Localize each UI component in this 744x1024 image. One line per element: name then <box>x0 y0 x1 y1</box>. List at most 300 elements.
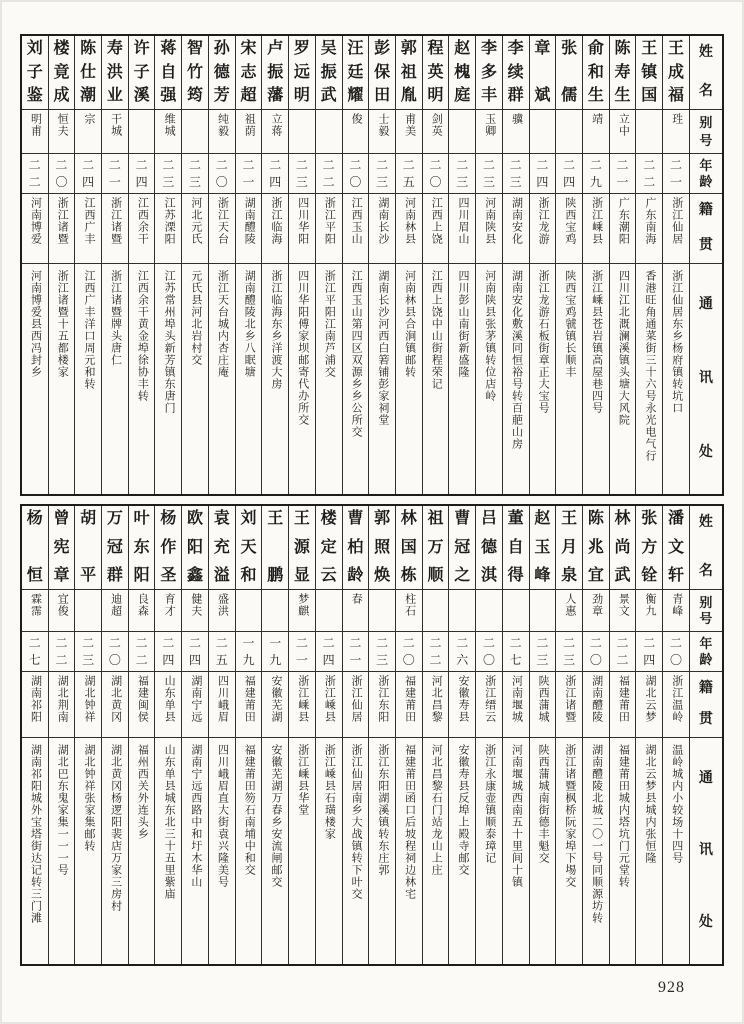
address-cell: 浙江东阳湖溪镇转东庄郭 <box>376 744 389 876</box>
age-cell: 一 九 <box>236 632 262 672</box>
person-column <box>582 506 609 964</box>
person-column <box>315 36 342 494</box>
address-cell: 河南林县合涧镇邮转 <box>403 270 416 378</box>
age-cell: 二 〇 <box>663 632 689 672</box>
name-cell: 杨 恒 <box>22 506 48 590</box>
person-column <box>154 506 181 964</box>
address-cell: 安徽寿县反埠上殿寺邮交 <box>457 744 470 876</box>
age-cell: 二 四 <box>262 154 288 194</box>
address-cell: 陕西宝鸡虢镇长顺丰 <box>563 270 576 378</box>
person-column <box>635 506 662 964</box>
address-cell: 四川峨眉直大街袁兴隆美号 <box>216 744 229 888</box>
person-column <box>368 506 395 964</box>
person-column <box>288 506 315 964</box>
header-age: 年 龄 <box>690 632 722 672</box>
age-cell: 二 〇 <box>583 632 609 672</box>
origin-cell: 河南林县 <box>396 194 422 264</box>
address-cell: 江西广丰洋口周元和转 <box>82 270 95 390</box>
alias-cell <box>503 590 529 632</box>
person-column <box>342 36 369 494</box>
origin-cell: 福建莆田 <box>236 672 262 738</box>
alias-cell <box>530 590 556 632</box>
origin-cell: 河南博爱 <box>22 194 48 264</box>
person-column <box>502 506 529 964</box>
name-cell: 胡 平 <box>75 506 101 590</box>
alias-cell <box>182 110 208 154</box>
person-column <box>208 506 235 964</box>
origin-cell: 浙江东阳 <box>369 672 395 738</box>
origin-cell: 安徽芜湖 <box>262 672 288 738</box>
origin-cell: 安徽寿县 <box>449 672 475 738</box>
address-cell: 福建莆田函口后坡程祠边林宅 <box>403 744 416 900</box>
address-cell: 湖南祁阳城外宝塔街达记转三门滩 <box>29 744 42 924</box>
age-cell: 二 三 <box>530 632 556 672</box>
person-column <box>181 506 208 964</box>
age-cell: 二 三 <box>476 154 502 194</box>
header-age: 年 龄 <box>690 154 722 194</box>
age-cell: 二 一 <box>236 154 262 194</box>
address-cell: 江西余干黄金埠徐协丰转 <box>136 270 149 402</box>
address-cell: 浙江诸暨十五都楼家 <box>56 270 69 378</box>
name-cell: 郭 祖 胤 <box>396 36 422 110</box>
name-cell: 孙 德 芳 <box>209 36 235 110</box>
person-column <box>635 36 662 494</box>
address-cell: 湖南宁远西路中和圩木华山 <box>189 744 202 888</box>
name-cell: 张 儒 <box>556 36 582 110</box>
person-column <box>74 506 101 964</box>
address-cell: 河南博爱县西冯封乡 <box>29 270 42 378</box>
person-column <box>288 36 315 494</box>
age-cell: 二 〇 <box>209 154 235 194</box>
name-cell: 陈 兆 宜 <box>583 506 609 590</box>
directory-table-bottom <box>20 504 724 966</box>
name-cell: 蒋 自 强 <box>155 36 181 110</box>
name-cell: 王 成 福 <box>663 36 689 110</box>
age-cell: 二 七 <box>22 632 48 672</box>
age-cell: 二 〇 <box>49 154 75 194</box>
name-cell: 许 子 溪 <box>129 36 155 110</box>
age-cell: 二 〇 <box>396 632 422 672</box>
person-column <box>368 36 395 494</box>
origin-cell: 浙江仙居 <box>343 672 369 738</box>
alias-cell <box>636 110 662 154</box>
name-cell: 袁 充 溢 <box>209 506 235 590</box>
origin-cell: 湖南祁阳 <box>22 672 48 738</box>
origin-cell: 湖南长沙 <box>369 194 395 264</box>
person-column <box>181 36 208 494</box>
origin-cell: 浙江温岭 <box>663 672 689 738</box>
header-column <box>689 36 722 494</box>
origin-cell: 陕西宝鸡 <box>556 194 582 264</box>
name-cell: 王 镇 国 <box>636 36 662 110</box>
alias-cell <box>476 590 502 632</box>
alias-cell: 宗 <box>75 110 101 154</box>
name-cell: 罗 远 明 <box>289 36 315 110</box>
person-column <box>555 506 582 964</box>
origin-cell: 浙江缙云 <box>476 672 502 738</box>
name-cell: 李 多 丰 <box>476 36 502 110</box>
alias-cell: 俊 <box>343 110 369 154</box>
age-cell: 二 四 <box>155 632 181 672</box>
header-alias: 别 号 <box>690 590 722 632</box>
address-cell: 四川华阳傅家坝邮寄代办所交 <box>296 270 309 426</box>
address-cell: 浙江临海东乡洋渡大房 <box>269 270 282 390</box>
name-cell: 智 竹 筠 <box>182 36 208 110</box>
address-cell: 江西玉山第四区双源乡乡公所交 <box>350 270 363 438</box>
person-column <box>22 36 48 494</box>
age-cell: 二 一 <box>289 632 315 672</box>
age-cell: 二 四 <box>530 154 556 194</box>
name-cell: 李 续 群 <box>503 36 529 110</box>
alias-cell: 健夫 <box>182 590 208 632</box>
origin-cell: 江苏溧阳 <box>155 194 181 264</box>
person-column <box>48 506 75 964</box>
header-address: 通 讯 处 <box>698 771 713 930</box>
name-cell: 吕 德 淇 <box>476 506 502 590</box>
alias-cell: 剑英 <box>423 110 449 154</box>
address-cell: 浙江天台城内杏庄庵 <box>216 270 229 378</box>
address-cell: 湖南长沙河西白箬铺彭家祠堂 <box>376 270 389 426</box>
address-cell: 陕西蒲城南街德丰魁交 <box>537 744 550 864</box>
origin-cell: 江西余干 <box>129 194 155 264</box>
age-cell: 二 三 <box>556 632 582 672</box>
age-cell: 二 一 <box>663 154 689 194</box>
address-cell: 浙江仙居东乡杨府镇转坑口 <box>670 270 683 414</box>
address-cell: 湖南醴陵北乡八眠塘 <box>243 270 256 378</box>
age-cell: 二 四 <box>556 154 582 194</box>
person-column <box>235 36 262 494</box>
alias-cell: 人惠 <box>556 590 582 632</box>
origin-cell: 广东南海 <box>636 194 662 264</box>
age-cell: 二 〇 <box>423 154 449 194</box>
person-column <box>582 36 609 494</box>
address-cell: 浙江嵊县苍岩镇高屋巷四号 <box>590 270 603 414</box>
person-column <box>502 36 529 494</box>
page-number: 928 <box>658 979 685 996</box>
person-column <box>74 36 101 494</box>
age-cell: 二 六 <box>449 632 475 672</box>
alias-cell: 迪超 <box>102 590 128 632</box>
person-column <box>422 36 449 494</box>
origin-cell: 福建莆田 <box>610 672 636 738</box>
name-cell: 潘 文 轩 <box>663 506 689 590</box>
alias-cell <box>75 590 101 632</box>
origin-cell: 湖南醴陵 <box>236 194 262 264</box>
alias-cell: 霖霈 <box>22 590 48 632</box>
age-cell: 二 二 <box>636 154 662 194</box>
origin-cell: 山东单县 <box>155 672 181 738</box>
person-column <box>261 36 288 494</box>
address-cell: 河南陕县张茅镇转位店岭 <box>483 270 496 402</box>
name-cell: 卢 振 藩 <box>262 36 288 110</box>
origin-cell: 浙江仙居 <box>663 194 689 264</box>
alias-cell: 玉卿 <box>476 110 502 154</box>
age-cell: 二 二 <box>129 632 155 672</box>
name-cell: 程 英 明 <box>423 36 449 110</box>
age-cell: 二 三 <box>182 154 208 194</box>
age-cell: 二 二 <box>423 632 449 672</box>
address-cell: 安徽芜湖万春乡安流闸邮交 <box>269 744 282 888</box>
origin-cell: 湖北云梦 <box>636 672 662 738</box>
address-cell: 福建莆田笏石南埔中和交 <box>243 744 256 876</box>
origin-cell: 河南陕县 <box>476 194 502 264</box>
age-cell: 二 四 <box>182 632 208 672</box>
address-cell: 浙江诸暨牌头唐仁 <box>109 270 122 366</box>
name-cell: 董 自 得 <box>503 506 529 590</box>
header-alias: 别 号 <box>690 110 722 154</box>
header-origin: 籍 贯 <box>690 672 722 738</box>
origin-cell: 湖南宁远 <box>182 672 208 738</box>
name-cell: 陈 寿 生 <box>610 36 636 110</box>
age-cell: 二 二 <box>610 632 636 672</box>
person-column <box>529 506 556 964</box>
person-column <box>475 506 502 964</box>
address-cell: 四川江北溉澜溪镇头塘大风院 <box>617 270 630 426</box>
directory-table-top <box>20 34 724 496</box>
origin-cell: 湖北黄冈 <box>102 672 128 738</box>
alias-cell: 衡九 <box>636 590 662 632</box>
address-cell: 福建莆田城内塔坑门元堂转 <box>617 744 630 888</box>
address-cell: 四川彭山南街新盛隆 <box>457 270 470 378</box>
address-cell: 河北昌黎石门站龙山上庄 <box>430 744 443 876</box>
name-cell: 祖 万 顺 <box>423 506 449 590</box>
person-column <box>448 506 475 964</box>
alias-cell: 青峰 <box>663 590 689 632</box>
age-cell: 二 三 <box>75 632 101 672</box>
name-cell: 吴 振 武 <box>316 36 342 110</box>
name-cell: 曹 冠 之 <box>449 506 475 590</box>
alias-cell: 甫美 <box>396 110 422 154</box>
alias-cell <box>289 110 315 154</box>
age-cell: 二 四 <box>636 632 662 672</box>
age-cell: 二 三 <box>289 154 315 194</box>
name-cell: 曾 宪 章 <box>49 506 75 590</box>
person-column <box>48 36 75 494</box>
age-cell: 二 五 <box>396 154 422 194</box>
age-cell: 二 〇 <box>102 632 128 672</box>
name-cell: 万 冠 群 <box>102 506 128 590</box>
person-column <box>101 506 128 964</box>
alias-cell: 珄 <box>663 110 689 154</box>
origin-cell: 浙江天台 <box>209 194 235 264</box>
name-cell: 曹 柏 龄 <box>343 506 369 590</box>
age-cell: 二 五 <box>209 632 235 672</box>
alias-cell: 立中 <box>610 110 636 154</box>
person-column <box>342 506 369 964</box>
address-cell: 江苏常州埠头新芳镇东唐门 <box>163 270 176 414</box>
alias-cell <box>449 110 475 154</box>
age-cell: 二 一 <box>610 154 636 194</box>
address-cell: 河南堰城西南五十里间十镇 <box>510 744 523 888</box>
origin-cell: 陕西蒲城 <box>530 672 556 738</box>
origin-cell: 浙江嵊县 <box>316 672 342 738</box>
origin-cell: 浙江嵊县 <box>289 672 315 738</box>
name-cell: 赵 槐 庭 <box>449 36 475 110</box>
age-cell: 二 三 <box>503 154 529 194</box>
alias-cell: 梦麒 <box>289 590 315 632</box>
address-cell: 湖北巴东鬼家集一一一号 <box>56 744 69 876</box>
origin-cell: 四川华阳 <box>289 194 315 264</box>
person-column <box>128 506 155 964</box>
alias-cell: 宜俊 <box>49 590 75 632</box>
alias-cell: 良森 <box>129 590 155 632</box>
person-column <box>448 36 475 494</box>
alias-cell <box>236 590 262 632</box>
header-origin: 籍 贯 <box>690 194 722 264</box>
alias-cell: 柱石 <box>396 590 422 632</box>
name-cell: 宋 志 超 <box>236 36 262 110</box>
origin-cell: 河南堰城 <box>503 672 529 738</box>
origin-cell: 河北元氏 <box>182 194 208 264</box>
name-cell: 林 国 栋 <box>396 506 422 590</box>
alias-cell: 纯毅 <box>209 110 235 154</box>
age-cell: 二 四 <box>129 154 155 194</box>
origin-cell: 江西广丰 <box>75 194 101 264</box>
age-cell: 一 九 <box>262 632 288 672</box>
age-cell: 二 〇 <box>343 154 369 194</box>
name-cell: 刘 天 和 <box>236 506 262 590</box>
address-cell: 浙江仙居南乡大战镇转下叶交 <box>350 744 363 900</box>
alias-cell: 干城 <box>102 110 128 154</box>
alias-cell: 靖 <box>583 110 609 154</box>
person-column <box>22 506 48 964</box>
alias-cell <box>556 110 582 154</box>
header-address: 通 讯 处 <box>698 297 713 460</box>
name-cell: 张 方 铨 <box>636 506 662 590</box>
person-column <box>662 36 689 494</box>
origin-cell: 浙江诸暨 <box>102 194 128 264</box>
person-column <box>529 36 556 494</box>
name-cell: 林 尚 武 <box>610 506 636 590</box>
origin-cell: 湖北钟祥 <box>75 672 101 738</box>
address-cell: 元氏县河北岩村交 <box>189 270 202 366</box>
alias-cell: 劲章 <box>583 590 609 632</box>
alias-cell: 立蒋 <box>262 110 288 154</box>
address-cell: 湖北黄冈杨逻阳裴店万家三房村 <box>109 744 122 912</box>
age-cell: 二 二 <box>316 154 342 194</box>
name-cell: 赵 玉 峰 <box>530 506 556 590</box>
age-cell: 二 一 <box>343 632 369 672</box>
address-cell: 湖南安化敷溪同恒裕号转百萉山房 <box>510 270 523 450</box>
person-column <box>609 36 636 494</box>
age-cell: 二 二 <box>49 632 75 672</box>
alias-cell: 景文 <box>610 590 636 632</box>
person-column <box>475 36 502 494</box>
age-cell: 二 四 <box>75 154 101 194</box>
name-cell: 汪 廷 耀 <box>343 36 369 110</box>
address-cell: 福州西关外连头乡 <box>136 744 149 840</box>
person-column <box>261 506 288 964</box>
alias-cell <box>262 590 288 632</box>
age-cell: 二 〇 <box>476 632 502 672</box>
name-cell: 寿 洪 业 <box>102 36 128 110</box>
person-column <box>662 506 689 964</box>
alias-cell <box>423 590 449 632</box>
origin-cell: 浙江龙游 <box>530 194 556 264</box>
name-cell: 王 源 显 <box>289 506 315 590</box>
alias-cell: 士毅 <box>369 110 395 154</box>
person-column <box>422 506 449 964</box>
address-cell: 香港旺角通菜街三十六号永光电气行 <box>644 270 657 462</box>
name-cell: 俞 和 生 <box>583 36 609 110</box>
person-column <box>208 36 235 494</box>
origin-cell: 浙江嵊县 <box>583 194 609 264</box>
person-column <box>395 506 422 964</box>
origin-cell: 浙江临海 <box>262 194 288 264</box>
origin-cell: 浙江诸暨 <box>49 194 75 264</box>
address-cell: 江西上饶中山街程荣记 <box>430 270 443 390</box>
address-cell: 浙江永康壶镇顺泰璋记 <box>483 744 496 864</box>
address-cell: 湖北云梦县城内张恒隆 <box>644 744 657 864</box>
alias-cell: 春 <box>343 590 369 632</box>
origin-cell: 广东潮阳 <box>610 194 636 264</box>
header-name: 姓 名 <box>690 506 722 590</box>
address-cell: 湖北钟祥张家集邮转 <box>82 744 95 852</box>
age-cell: 二 九 <box>583 154 609 194</box>
alias-cell <box>316 590 342 632</box>
origin-cell: 福建莆田 <box>396 672 422 738</box>
person-column <box>101 36 128 494</box>
age-cell: 二 三 <box>369 154 395 194</box>
origin-cell: 四川眉山 <box>449 194 475 264</box>
origin-cell: 福建闽侯 <box>129 672 155 738</box>
address-cell: 浙江嵊县石璜楼家 <box>323 744 336 840</box>
alias-cell <box>530 110 556 154</box>
person-column <box>235 506 262 964</box>
person-column <box>128 36 155 494</box>
name-cell: 刘 子 鉴 <box>22 36 48 110</box>
name-cell: 叶 东 阳 <box>129 506 155 590</box>
alias-cell <box>369 590 395 632</box>
age-cell: 二 三 <box>155 154 181 194</box>
origin-cell: 湖北荆南 <box>49 672 75 738</box>
alias-cell: 维城 <box>155 110 181 154</box>
origin-cell: 江西上饶 <box>423 194 449 264</box>
name-cell: 彭 保 田 <box>369 36 395 110</box>
name-cell: 楼 竟 成 <box>49 36 75 110</box>
name-cell: 章 斌 <box>530 36 556 110</box>
person-column <box>555 36 582 494</box>
alias-cell: 恒夫 <box>49 110 75 154</box>
origin-cell: 湖南安化 <box>503 194 529 264</box>
name-cell: 欧 阳 鑫 <box>182 506 208 590</box>
address-cell: 山东单县城东北三十五里紫庙 <box>163 744 176 900</box>
alias-cell <box>129 110 155 154</box>
age-cell: 二 二 <box>22 154 48 194</box>
address-cell: 温岭城内小较场十四号 <box>670 744 683 864</box>
address-cell: 浙江龙游石板街章正大宝号 <box>537 270 550 414</box>
alias-cell: 祖荫 <box>236 110 262 154</box>
header-column <box>689 506 722 964</box>
alias-cell: 盛洪 <box>209 590 235 632</box>
person-column <box>315 506 342 964</box>
age-cell: 二 一 <box>102 154 128 194</box>
person-column <box>154 36 181 494</box>
address-cell: 浙江诸暨枫桥阮家埠下埸交 <box>563 744 576 888</box>
origin-cell: 湖南醴陵 <box>583 672 609 738</box>
origin-cell: 浙江诸暨 <box>556 672 582 738</box>
origin-cell: 河北昌黎 <box>423 672 449 738</box>
alias-cell <box>449 590 475 632</box>
name-cell: 王 月 泉 <box>556 506 582 590</box>
age-cell: 二 三 <box>369 632 395 672</box>
alias-cell: 明甫 <box>22 110 48 154</box>
alias-cell <box>316 110 342 154</box>
age-cell: 二 三 <box>449 154 475 194</box>
name-cell: 陈 仕 潮 <box>75 36 101 110</box>
alias-cell: 骥 <box>503 110 529 154</box>
address-cell: 浙江平阳江南芦浦交 <box>323 270 336 378</box>
